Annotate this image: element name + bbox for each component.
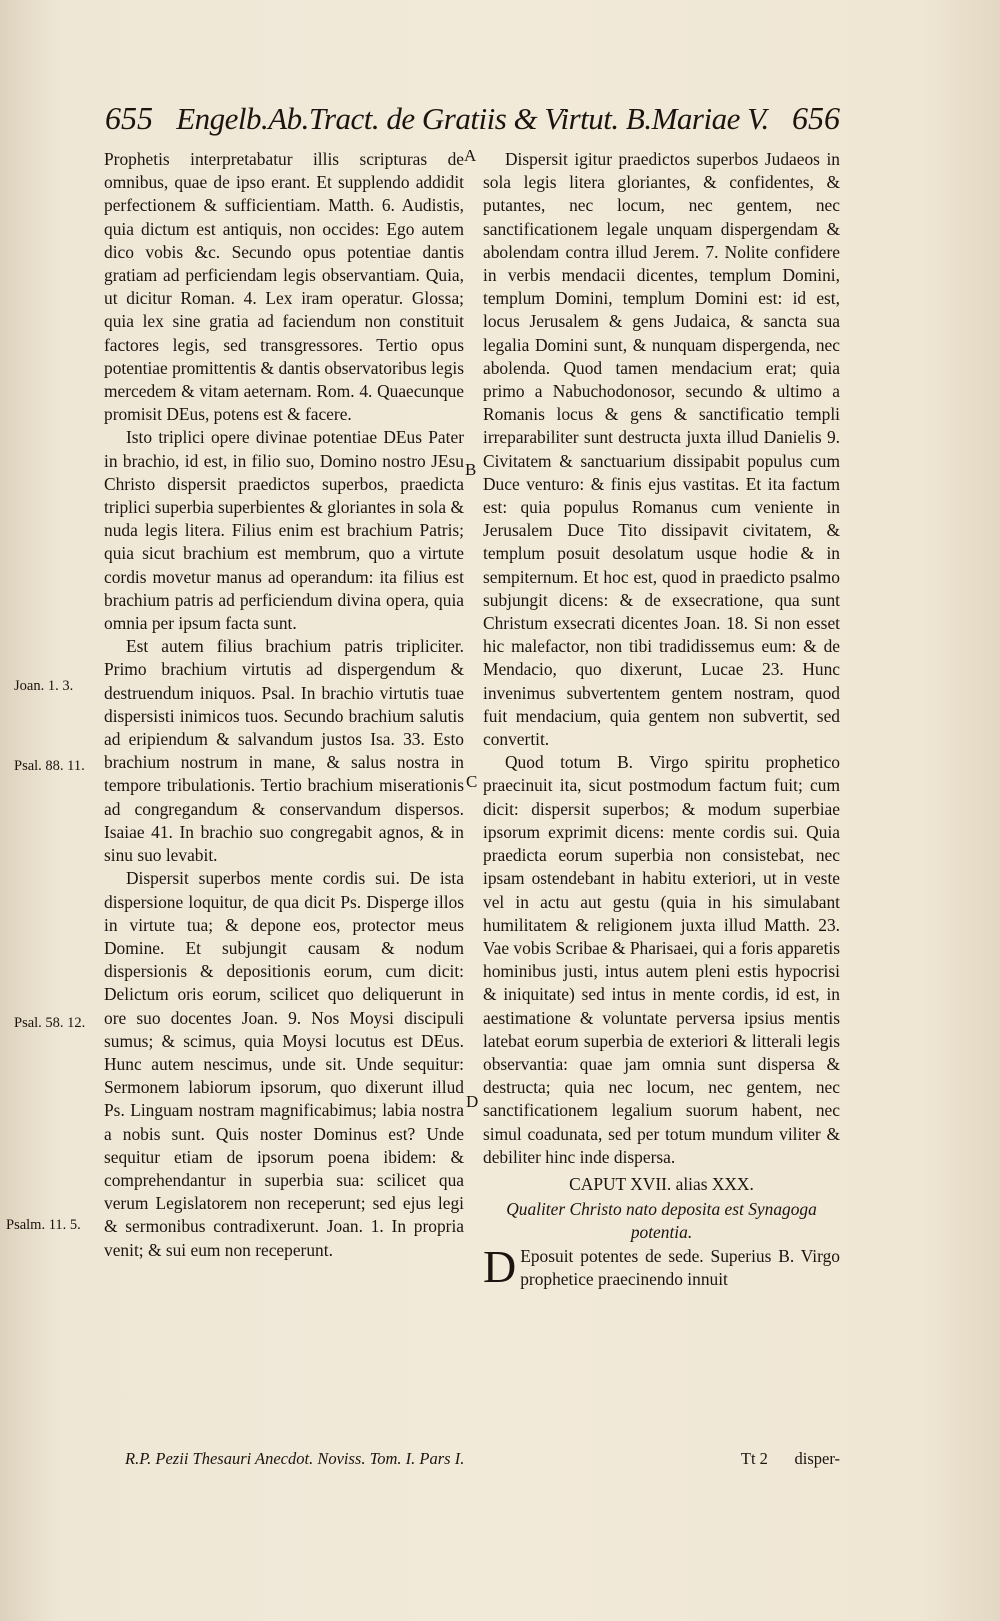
right-paragraph-2: Quod totum B. Virgo spiritu prophetico praecinuit ita, sicut postmodum factum fuit; cum dicit: dispersit superbos; & modum superbiae ipsorum exprimit dicens: mente cordis sui. Quia praedicta eorum superbia non consistebat, nec ipsam ostendebant in habitu exteriori, ut in veste vel in actu aut gestu (quia in his simulabant humilitatem & religionem juxta illud Matth. 23. Vae vobis Scribae & Pharisaei, qui a foris apparetis hominibus justi, intus autem pleni estis hypocrisi & iniquitate) sed intus in mente cordis, id est, in aestimatione & voluntate perversa ipsius mentis latebat eorum superbia de exteriori & litterali legis observantia: quae jam omnia sunt dispersa & destructa; quia nec locum, nec gentem, nec sanctificationem legalium suorum habent, nec simul coadunata, sed per totum mundum viliter & debiliter hinc inde dispersa. — [483, 752, 840, 1167]
left-paragraph-2: Isto triplici opere divinae potentiae DEus Pater in brachio, id est, in filio suo, Domino nostro JEsu Christo dispersit praedictos superbos, praedicta triplici superbia superbientes & gloriantes in sola & nuda legis litera. Filius enim est brachium Patris; quia sicut brachium est membrum, quo a virtute cordis movetur manus ad operandum: ita filius est brachium patris ad perficiendum divina opera, quia omnia per ipsum facta sunt. — [104, 427, 464, 634]
right-column — [483, 148, 840, 1291]
chapter-text: Eposuit potentes de sede. Superius B. Virgo prophetice praecinendo innuit — [520, 1245, 840, 1289]
margin-note: Psal. 88. 11. — [14, 758, 85, 774]
margin-note: Psal. 58. 12. — [14, 1015, 86, 1031]
chapter-opening — [483, 1240, 840, 1292]
right-paragraph-1: Dispersit igitur praedictos superbos Judaeos in sola legis litera gloriantes, & confidentes, & putantes, nec locum, nec gentem, nec sanctificationem legale unquam dispergendam & abolendam contra illud Jerem. 7. Nolite confidere in verbis mendacii dicentes, templum Domini, templum Domini, templum Domini est: id est, locus Jerusalem & gens Judaica, & sancta sua legalia Domini sunt, & nunquam dispergenda, nec abolenda. Quod tamen mendacium erat; quia primo a Nabuchodonosor, secundo & ultimo a Romanis locus & gens & sanctificatio templi irreparabiliter sunt destructa juxta illud Danielis 9. Civitatem & sanctuarium dissipabit populus cum Duce venturo: & finis ejus vastitas. Et ita factum est: quia populus Romanus cum veniente in Jerusalem Duce Tito dissipavit civitatem, & templum posuit desolatum usque hodie & in sempiternum. Et hoc est, quod in praedicto psalmo subjungit dicens: & de exsecratione, qua sunt Christum exsecrati dicentes Joan. 18. Si non esset hic malefactor, non tibi tradidissemus eum: & de Mendacio, quo dixerunt, Lucae 23. Hunc invenimus subvertentem gentem nostram, quod fuit mendacium, quia gentem non subvertit, sed convertit. — [483, 149, 840, 750]
page-number-left: 655 — [105, 100, 153, 136]
footer-source: R.P. Pezii Thesauri Anecdot. Noviss. Tom. I. Pars I. — [125, 1449, 465, 1468]
left-paragraph-4: Dispersit superbos mente cordis sui. De ista dispersione loquitur, de qua dicit Ps. Disperge illos in virtute tua; & depone eos, protector meus Domine. Et subjungit causam & nodum dispersionis & depositionis eorum, cum dicit: Delictum oris eorum, scilicet quo deliquerunt in ore suo docentes Joan. 9. Nos Moysi discipuli sumus; & scimus, quia Moysi locutus est DEus. Hunc autem nescimus, unde sit. Unde sequitur: Sermonem labiorum ipsorum, quo dixerunt illud Ps. Linguam nostram magnificabimus; labia nostra a nobis sunt. Quis noster Dominus est? Unde sequitur etiam de ipsorum poena ibidem: & comprehendantur in superbia sua: scilicet qua verum Legislatorem non receperunt; sed ejus legi & sermonibus contradixerunt. Joan. 1. In propria venit; & sui eum non receperunt. — [104, 868, 464, 1260]
running-header — [105, 100, 840, 137]
margin-note: Joan. 1. 3. — [14, 678, 74, 694]
section-letter: A — [464, 146, 477, 165]
section-letter: B — [465, 460, 477, 479]
left-column — [104, 148, 464, 1262]
drop-cap: D — [483, 1240, 517, 1292]
page-number-right: 656 — [791, 100, 840, 136]
left-paragraph-3: Est autem filius brachium patris tripliciter. Primo brachium virtutis ad dispergendum & destruendum iniquos. Psal. In brachio virtutis tuae dispersisti inimicos tuos. Secundo brachium salutis ad eripiendum & salvandum justos Isa. 33. Esto brachium nostrum in mane, & salus nostra in tempore tribulationis. Tertio brachium miserationis ad congregandum & conservandum dispersos. Isaiae 41. In brachio suo congregabit agnos, & in sinu suo levabit. — [104, 636, 464, 866]
running-title: Engelb.Ab.Tract. de Gratiis & Virtut. B.Mariae V. — [176, 101, 769, 136]
section-letter: C — [466, 772, 478, 791]
footer-catchword: disper- — [794, 1449, 840, 1468]
footer-signature: Tt 2 — [740, 1449, 768, 1468]
left-paragraph-1: Prophetis interpretabatur illis scripturas de omnibus, quae de ipso erant. Et supplendo addidit perfectionem & sufficientiam. Matth. 6. Audistis, quia dictum est antiquis, non occides: Ego autem dico vobis &c. Secundo opus potentiae dantis gratiam ad perficiendam legis observantiam. Quia, ut dicitur Roman. 4. Lex iram operatur. Glossa; quia lex sine gratia ad faciendum non constituit factores legis, sed transgressores. Tertio opus potentiae promittentis & dantis observatoribus legis mercedem & vitam aeternam. Rom. 4. Quaecunque promisit DEus, potens est & facere. — [104, 149, 464, 425]
chapter-subtitle: Qualiter Christo nato deposita est Synagoga potentia. — [506, 1199, 817, 1243]
margin-note: Psalm. 11. 5. — [6, 1217, 81, 1233]
section-letter: D — [466, 1092, 479, 1111]
page-footer — [125, 1449, 840, 1469]
chapter-heading: CAPUT XVII. alias XXX. — [569, 1173, 754, 1194]
